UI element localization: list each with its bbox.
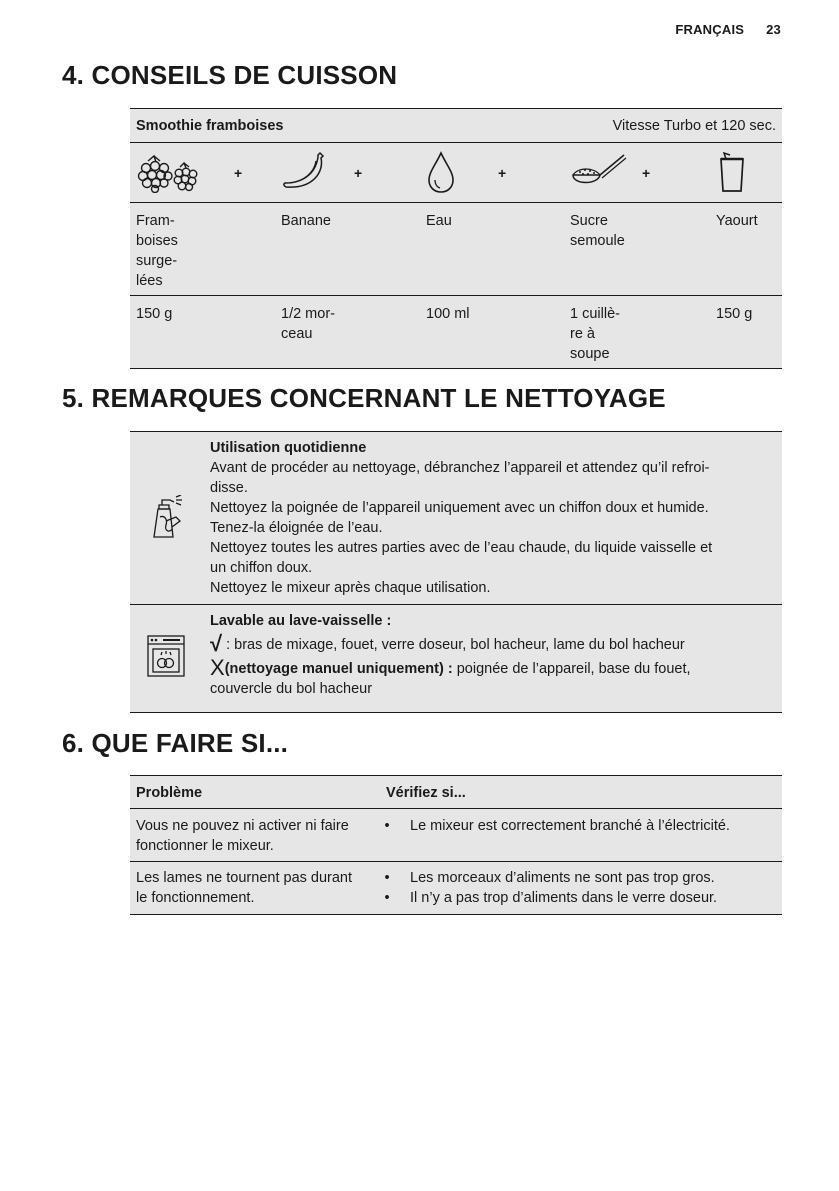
ingredient-names-row bbox=[130, 203, 782, 296]
dishwasher-icon bbox=[147, 635, 185, 677]
check-mark-icon: √ bbox=[210, 631, 223, 656]
recipe-title: Smoothie framboises bbox=[136, 118, 284, 134]
page-number: 23 bbox=[766, 22, 781, 37]
section-4-title: 4. CONSEILS DE CUISSON bbox=[62, 60, 398, 90]
text-line: Les lames ne tournent pas durant bbox=[136, 870, 353, 886]
hand-wash-text-2: couvercle du bol hacheur bbox=[210, 681, 373, 697]
troubleshooting-header-row bbox=[130, 776, 782, 809]
check-item bbox=[376, 888, 776, 908]
plus-sign: + bbox=[234, 165, 243, 181]
header-language: FRANÇAIS bbox=[675, 22, 745, 37]
cross-mark-icon: X bbox=[210, 655, 225, 680]
ingredient-qty-banana bbox=[281, 304, 335, 344]
text-line: fonctionner le mixeur. bbox=[136, 838, 274, 854]
cleaning-table bbox=[130, 431, 782, 712]
bullet-icon: • bbox=[384, 890, 390, 906]
text-line: 150 g bbox=[136, 306, 173, 322]
running-header bbox=[675, 22, 781, 37]
ingredient-name-yogurt bbox=[716, 211, 758, 231]
text-line: 150 g bbox=[716, 306, 753, 322]
text-line: 1/2 mor- bbox=[281, 306, 335, 322]
section-5-title: 5. REMARQUES CONCERNANT LE NETTOYAGE bbox=[62, 383, 666, 413]
text-line: un chiffon doux. bbox=[210, 560, 313, 576]
recipe-setting: Vitesse Turbo et 120 sec. bbox=[612, 118, 776, 134]
daily-use-text bbox=[210, 438, 776, 598]
recipe-table bbox=[130, 108, 782, 368]
text-line: boises bbox=[136, 233, 178, 249]
check-cell bbox=[376, 816, 776, 836]
text-line: soupe bbox=[570, 346, 610, 362]
text-line: Nettoyez le mixeur après chaque utilisation. bbox=[210, 580, 491, 596]
col-check-header: Vérifiez si... bbox=[386, 785, 466, 801]
text-line: le fonctionnement. bbox=[136, 890, 255, 906]
text-line: disse. bbox=[210, 480, 248, 496]
text-line: lées bbox=[136, 273, 163, 289]
bullet-icon: • bbox=[384, 870, 390, 886]
troubleshooting-table bbox=[130, 775, 782, 914]
ingredient-qty-water bbox=[426, 304, 470, 324]
text-line: Yaourt bbox=[716, 213, 758, 229]
check-cell bbox=[376, 868, 776, 908]
text-line: 100 ml bbox=[426, 306, 470, 322]
check-item bbox=[376, 816, 776, 836]
water-drop-icon bbox=[426, 150, 456, 194]
text-line: re à bbox=[570, 326, 595, 342]
dishwasher-ok-line bbox=[210, 631, 776, 656]
hand-wash-label: (nettoyage manuel uniquement) : bbox=[224, 661, 453, 677]
dishwasher-ok-text: : bras de mixage, fouet, verre doseur, bol hacheur, lame du bol hacheur bbox=[222, 637, 685, 653]
check-text: Le mixeur est correctement branché à l’électricité. bbox=[410, 818, 730, 834]
raspberry-icon bbox=[136, 153, 202, 193]
ingredient-qty-yogurt bbox=[716, 304, 752, 324]
col-problem-header: Problème bbox=[136, 785, 203, 801]
dishwasher-text bbox=[210, 611, 776, 699]
ingredient-qty-raspberry bbox=[136, 304, 172, 324]
troubleshooting-row bbox=[130, 862, 782, 915]
text-line: Avant de procéder au nettoyage, débranchez l’appareil et attendez qu’il refroi- bbox=[210, 460, 710, 476]
plus-sign: + bbox=[498, 165, 507, 181]
hand-wash-text: poignée de l’appareil, base du fouet, bbox=[452, 661, 691, 677]
text-line: semoule bbox=[570, 233, 625, 249]
text-line: Nettoyez la poignée de l’appareil uniquement avec un chiffon doux et humide. bbox=[210, 500, 709, 516]
text-line: Banane bbox=[281, 213, 331, 229]
section-6-title: 6. QUE FAIRE SI... bbox=[62, 728, 289, 758]
text-line: 1 cuillè- bbox=[570, 306, 620, 322]
ingredient-quantities-row bbox=[130, 296, 782, 369]
ingredient-name-raspberry bbox=[136, 211, 178, 291]
text-line: ceau bbox=[281, 326, 313, 342]
troubleshooting-row bbox=[130, 809, 782, 862]
bullet-icon: • bbox=[384, 818, 390, 834]
recipe-icons-row bbox=[130, 143, 782, 203]
text-line: Vous ne pouvez ni activer ni faire bbox=[136, 818, 349, 834]
check-item bbox=[376, 868, 776, 888]
text-line: Tenez-la éloignée de l’eau. bbox=[210, 520, 383, 536]
plus-sign: + bbox=[642, 165, 651, 181]
dishwasher-row bbox=[130, 605, 782, 713]
daily-use-row bbox=[130, 432, 782, 605]
yogurt-icon bbox=[716, 151, 748, 193]
ingredient-qty-sugar bbox=[570, 304, 620, 364]
check-text: Les morceaux d’aliments ne sont pas trop gros. bbox=[410, 870, 715, 886]
check-text: Il n’y a pas trop d’aliments dans le verre doseur. bbox=[410, 890, 718, 906]
problem-cell bbox=[136, 816, 349, 856]
ingredient-name-banana bbox=[281, 211, 331, 231]
problem-cell bbox=[136, 868, 352, 908]
text-line: Fram- bbox=[136, 213, 175, 229]
cleaning-spray-icon bbox=[150, 495, 184, 539]
sugar-spoon-icon bbox=[570, 151, 628, 191]
recipe-header-row bbox=[130, 109, 782, 143]
plus-sign: + bbox=[354, 165, 363, 181]
text-line: Eau bbox=[426, 213, 452, 229]
dishwasher-title: Lavable au lave-vaisselle : bbox=[210, 613, 392, 629]
text-line: Sucre bbox=[570, 213, 608, 229]
daily-use-title: Utilisation quotidienne bbox=[210, 440, 367, 456]
dishwasher-no-line bbox=[210, 655, 776, 680]
text-line: Nettoyez toutes les autres parties avec de l’eau chaude, du liquide vaisselle et bbox=[210, 540, 713, 556]
ingredient-name-water bbox=[426, 211, 452, 231]
text-line: surge- bbox=[136, 253, 178, 269]
ingredient-name-sugar bbox=[570, 211, 625, 251]
banana-icon bbox=[280, 151, 328, 193]
